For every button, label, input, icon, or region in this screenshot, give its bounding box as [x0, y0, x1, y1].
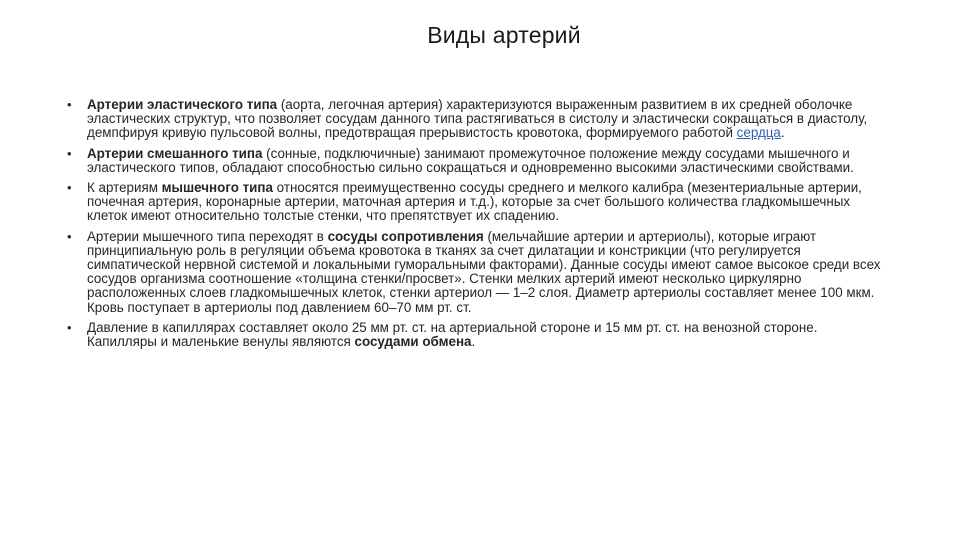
bullet-list	[62, 98, 882, 355]
bullet-text-start: Давление в капиллярах составляет около 25 мм рт. ст. на артериальной стороне и 15 мм рт. ст. на венозной стороне. Капилляры и маленькие венулы являются	[87, 319, 818, 350]
bullet-dot-icon: •	[67, 319, 72, 335]
bullet-text: (мельчайшие артерии и артериолы), которые играют принципиальную роль в регуляции объема кровотока в тканях за счет дилатации и констрикции (что регулируется симпатической нервной системой и локальными гуморальными факторами). Данные сосуды имеют самое высокое среди всех сосудов организма соотношение «толщина стенки/просвет». Стенки мелких артерий имеют несколько циркулярно расположенных слоев гладкомышечных клеток, стенки артериол — 1–2 слоя. Диаметр артериолы составляет менее 100 мкм. Кровь поступает в артериолы под давлением 60–70 мм рт. ст.	[87, 228, 881, 315]
bullet-text: (сонные, подключичные) занимают промежуточное положение между сосудами мышечного и эластического типов, обладают способностью сильно сокращаться и одновременно высокими эластическими свойствами.	[87, 145, 854, 175]
bullet-resistance-vessels	[62, 230, 882, 315]
bullet-elastic-arteries	[62, 98, 882, 141]
bullet-text: .	[471, 334, 476, 350]
slide-title: Виды артерий	[427, 22, 581, 48]
bullet-text: (аорта, легочная артерия) характеризуются выраженным развитием в их средней оболочке эластических структур, что позволяет сосудам данного типа растягиваться в систолу и эластически сокращаться в диастолу, демпфируя кривую пульсовой волны, предотвращая прерывистость кровотока, формируемого работой	[87, 97, 868, 141]
bullet-text-start: К артериям	[87, 180, 162, 196]
bullet-dot-icon: •	[67, 145, 72, 161]
bullet-bold-term: сосуды сопротивления	[327, 228, 484, 244]
bullet-bold-term: Артерии смешанного типа	[87, 145, 263, 161]
bullet-dot-icon: •	[67, 180, 72, 196]
bullet-text-end: .	[780, 125, 785, 141]
bullet-capillary-pressure	[62, 321, 882, 349]
heart-link[interactable]: сердца	[736, 125, 781, 141]
bullet-bold-term: мышечного типа	[161, 180, 273, 196]
bullet-dot-icon: •	[67, 97, 72, 112]
bullet-dot-icon: •	[67, 228, 72, 244]
bullet-mixed-arteries	[62, 147, 882, 175]
bullet-bold-term: сосудами обмена	[354, 334, 472, 350]
bullet-text: относятся преимущественно сосуды среднего и мелкого калибра (мезентериальные артерии, почечная артерия, коронарные артерии, маточная артерия и т.д.), которые за счет большого количества гладкомышечных клеток имеют относительно толстые стенки, что препятствует их спадению.	[87, 180, 862, 224]
bullet-bold-term: Артерии эластического типа	[87, 97, 278, 112]
bullet-muscular-arteries	[62, 181, 882, 224]
bullet-text-start: Артерии мышечного типа переходят в	[87, 228, 328, 244]
